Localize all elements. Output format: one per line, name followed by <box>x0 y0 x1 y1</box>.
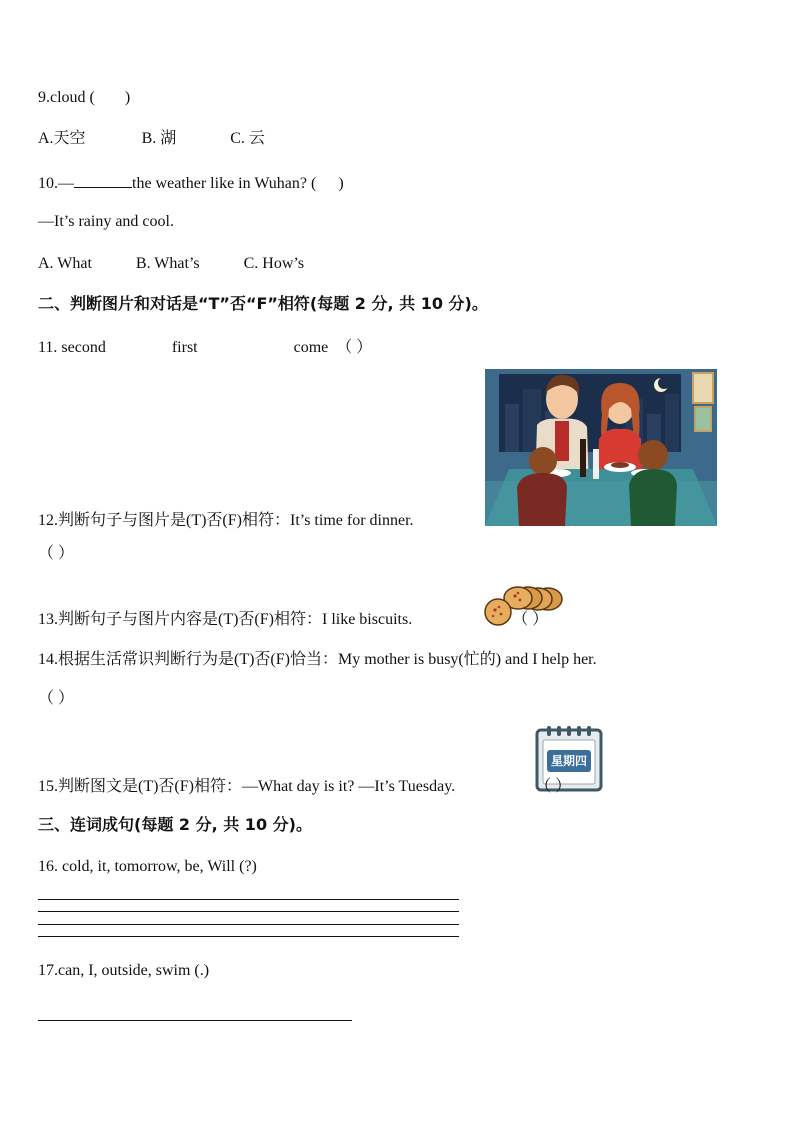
q17-answer-line <box>38 1020 352 1021</box>
q10-options <box>38 254 304 274</box>
q16-answer-line-4 <box>38 936 459 937</box>
q9-option-c: C. 云 <box>230 130 265 147</box>
q11-word-first: first <box>171 339 198 356</box>
section3-title: 三、连词成句(每题 2 分, 共 10 分)。 <box>38 815 312 834</box>
q10-option-a: A. What <box>38 255 92 272</box>
q16-text: 16. cold, it, tomorrow, be, Will (?) <box>38 858 257 875</box>
q10-stem-line <box>38 171 344 194</box>
q9-option-b: B. 湖 <box>141 130 177 147</box>
calendar-label: 星期四 <box>550 754 587 768</box>
section2-title: 二、判断图片和对话是“T”否“F”相符(每题 2 分, 共 10 分)。 <box>38 294 488 313</box>
q13-text: 13.判断句子与图片内容是(T)否(F)相符：I like biscuits. <box>38 611 413 628</box>
q16-answer-line-2 <box>38 911 459 912</box>
q9-stem-line <box>38 88 130 108</box>
q11-word-come: come <box>293 339 329 356</box>
q14-text: 14.根据生活常识判断行为是(T)否(F)恰当：My mother is busy(忙的) and I help her. <box>38 651 597 668</box>
q9-stem: 9.cloud ( <box>38 89 95 106</box>
q11-answer-paren: （ ） <box>336 339 373 356</box>
q10-answer-line: —It’s rainy and cool. <box>38 213 174 230</box>
q17-text: 17.can, I, outside, swim (.) <box>38 962 210 979</box>
q10-option-b: B. What’s <box>135 255 200 272</box>
q14-answer-paren: （ ） <box>38 690 75 707</box>
q10-num: 10.— <box>38 175 74 192</box>
q11-word-second: 11. second <box>38 339 106 356</box>
q12-text: 12.判断句子与图片是(T)否(F)相符：It’s time for dinner. <box>38 512 414 529</box>
q15-text: 15.判断图文是(T)否(F)相符：—What day is it? —It’s Tuesday. <box>38 778 456 795</box>
q15-answer-paren: （ ） <box>535 778 572 795</box>
q16-answer-line-1 <box>38 899 459 900</box>
q10-option-c: C. How’s <box>243 255 305 272</box>
q15-line <box>38 777 571 797</box>
q9-options <box>38 129 265 149</box>
q10-rest: the weather like in Wuhan? ( <box>132 175 317 192</box>
q10-close: ) <box>338 175 344 192</box>
q16-answer-line-3 <box>38 924 459 925</box>
q13-line <box>38 610 548 630</box>
q13-answer-paren: （ ） <box>512 611 549 628</box>
q12-answer-paren: （ ） <box>38 545 75 562</box>
family-dinner-image <box>485 369 717 526</box>
q11-line <box>38 338 372 358</box>
q10-blank <box>74 171 132 188</box>
q9-option-a: A.天空 <box>38 130 86 147</box>
q9-close: ) <box>124 89 131 106</box>
